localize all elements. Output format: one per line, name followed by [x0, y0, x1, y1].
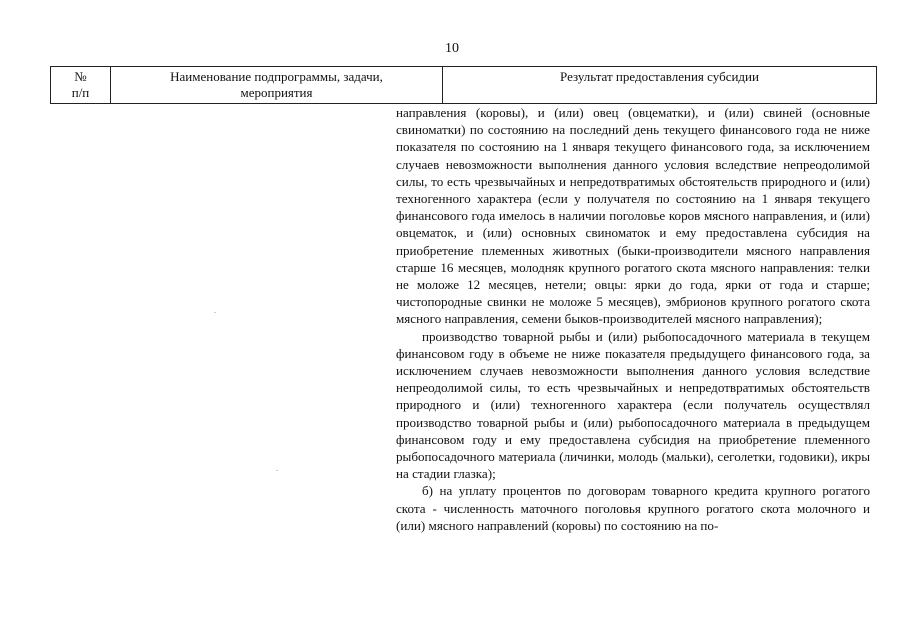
column-header-name-line2: мероприятия — [240, 85, 313, 100]
column-header-name-line1: Наименование подпрограммы, задачи, — [170, 69, 383, 84]
paragraph-loan-interest: б) на уплату процентов по договорам товарного кредита крупного рогатого скота - численность маточного поголовья крупного рогатого скота молочного и (или) мясного направлений (коровы) по состоянию на по- — [396, 483, 870, 533]
column-header-number-line2: п/п — [71, 85, 90, 100]
column-header-number — [51, 67, 111, 104]
page-number: 10 — [445, 41, 459, 56]
scan-speck — [276, 470, 278, 471]
column-header-result: Результат предоставления субсидии — [443, 67, 877, 104]
result-text-body — [396, 104, 870, 534]
table-header — [50, 66, 877, 104]
paragraph-fish-production: производство товарной рыбы и (или) рыбопосадочного материала в текущем финансовом году в объеме не ниже показателя предыдущего финансового года, за исключением случаев невозможности выполнения данного условия вследствие непреодолимой силы, то есть чрезвычайных и непредотвратимых обстоятельств природного и (или) техногенного характера (если получатель осуществлял производство товарной рыбы и (или) рыбопосадочного материала в предыдущем финансовом году и ему предоставлена субсидия на приобретение племенного рыбопосадочного материала (личинки, молодь (мальки), сеголетки, годовики), икры на стадии глазка); — [396, 328, 870, 482]
scan-speck — [214, 312, 216, 313]
column-header-number-line1: № — [74, 69, 87, 84]
column-header-name — [111, 67, 443, 104]
paragraph-livestock: направления (коровы), и (или) овец (овцематки), и (или) свиней (основные свиноматки) по состоянию на последний день текущего финансового года не ниже показателя по состоянию на 1 января текущего финансового года, за исключением случаев невозможности выполнения данного условия вследствие непреодолимой силы, то есть чрезвычайных и непредотвратимых обстоятельств природного и (или) техногенного характера (если у получателя по состоянию на 1 января текущего финансового года имелось в наличии поголовье коров мясного направления, и (или) овцематок, и (или) основных свиноматок и ему предоставлена субсидия на приобретение племенных животных (быки-производители мясного направления старше 16 месяцев, молодняк крупного рогатого скота мясного направления: телки не моложе 12 месяцев, нетели; овцы: ярки до года, ярки от года и старше; чистопородные свинки не моложе 5 месяцев), эмбрионов крупного рогатого скота мясного направления, семени быков-производителей мясного направления); — [396, 105, 870, 327]
